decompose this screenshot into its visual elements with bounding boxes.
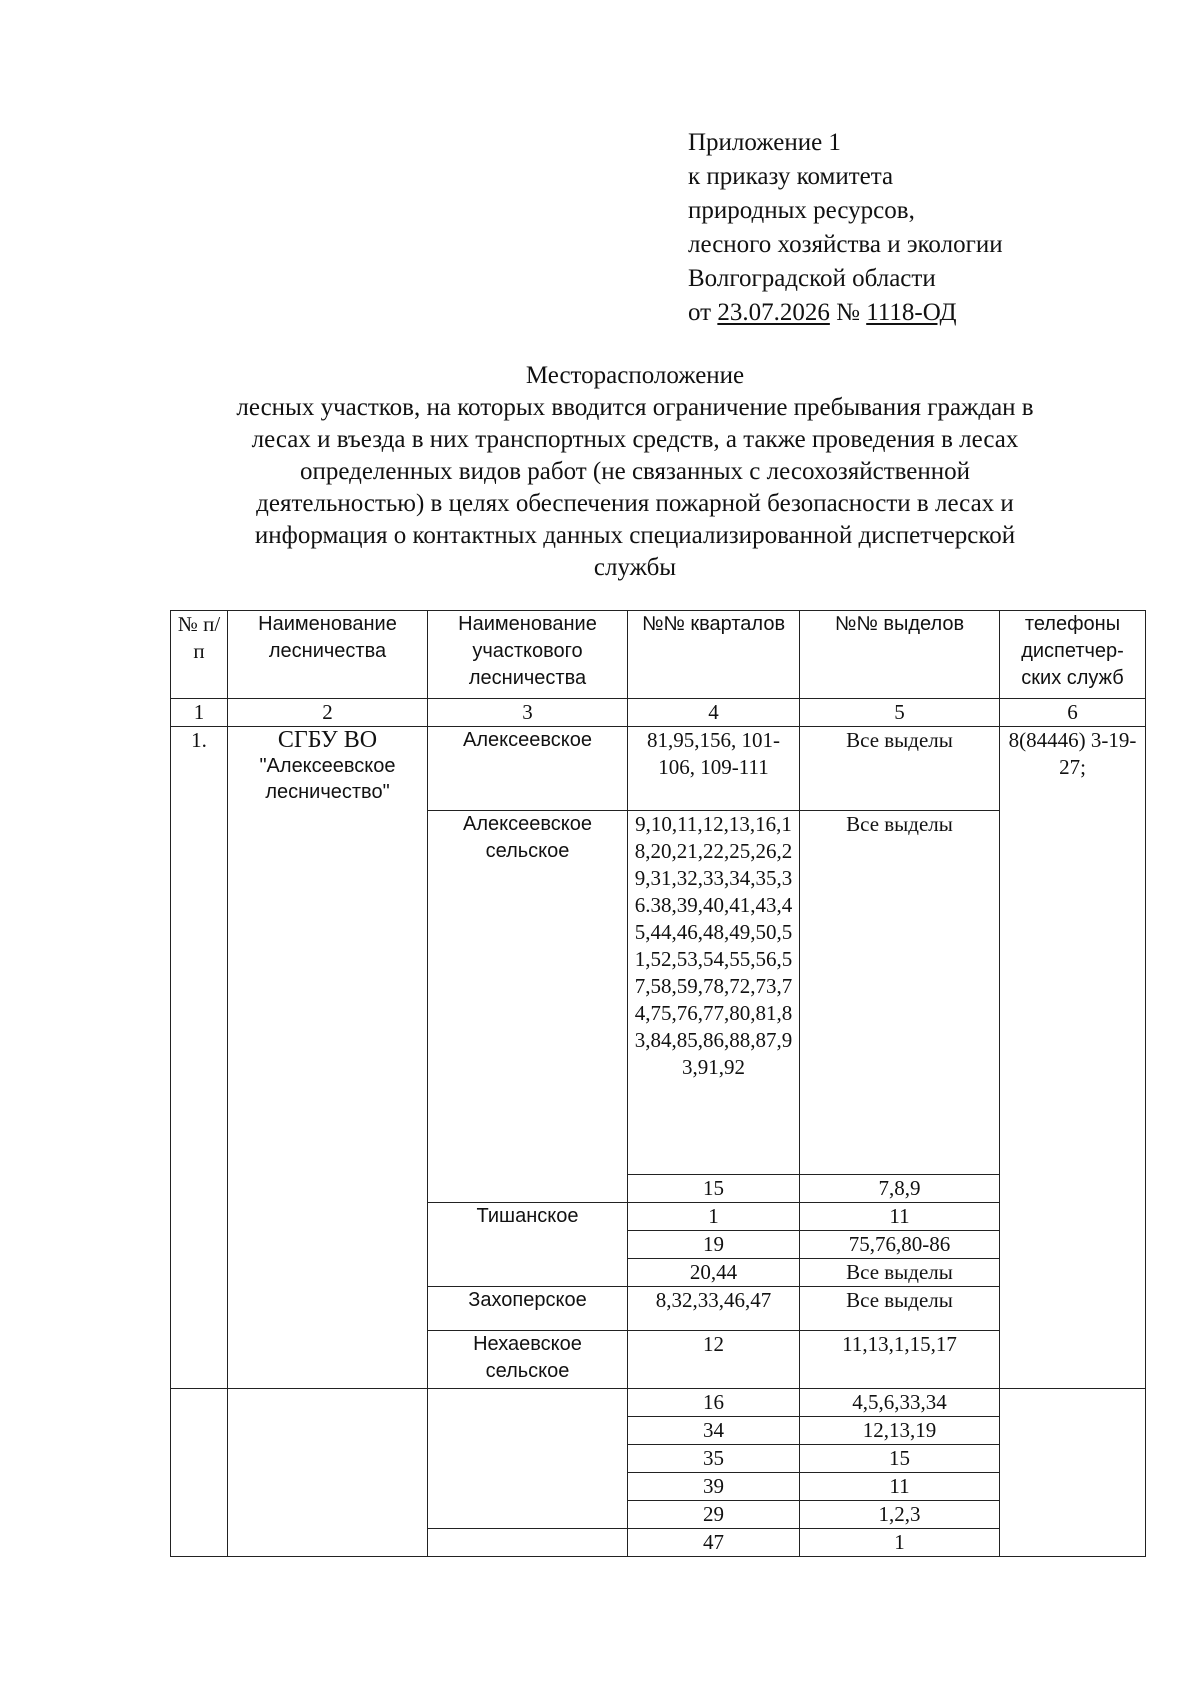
vydely-cell: 7,8,9 bbox=[800, 1175, 1000, 1203]
order-number: 1118-ОД bbox=[866, 299, 957, 326]
title-line: информация о контактных данных специализированной диспетчерской bbox=[254, 522, 1016, 549]
column-number: 1 bbox=[171, 699, 228, 727]
column-number: 4 bbox=[628, 699, 800, 727]
forestry-name: "Алексеевское лесничество" bbox=[259, 755, 396, 803]
subforestry-name: Алексеевское bbox=[428, 727, 628, 811]
subforestry-name bbox=[428, 1529, 628, 1557]
date-prefix: от bbox=[688, 299, 718, 326]
subforestry-name: Нехаевское сельское bbox=[428, 1331, 628, 1389]
appendix-line: к приказу комитета bbox=[688, 163, 894, 190]
subforestry-name: Алексеевское сельское bbox=[428, 811, 628, 1203]
kvartaly-cell: 34 bbox=[628, 1417, 800, 1445]
forestry-name-cell bbox=[228, 1389, 428, 1557]
appendix-line: лесного хозяйства и экологии bbox=[688, 231, 1003, 258]
kvartaly-cell: 15 bbox=[628, 1175, 800, 1203]
header-cell: Наименование участкового лесничества bbox=[428, 611, 628, 699]
title-line: лесах и въезда в них транспортных средств, а также проведения в лесах bbox=[251, 426, 1019, 453]
vydely-cell: 11,13,1,15,17 bbox=[800, 1331, 1000, 1389]
title-line: лесных участков, на которых вводится ограничение пребывания граждан в bbox=[236, 394, 1034, 421]
subforestry-name bbox=[428, 1389, 628, 1529]
vydely-cell: 11 bbox=[800, 1473, 1000, 1501]
subforestry-name: Тишанское bbox=[428, 1203, 628, 1287]
row-number: 1. bbox=[171, 727, 228, 1389]
kvartaly-cell: 9,10,11,12,13,16,18,20,21,22,25,26,29,31,32,33,34,35,36.38,39,40,41,43,45,44,46,48,49,50,51,52,53,54,55,56,57,58,59,78,72,73,74,75,76,77,80,81,83,84,85,86,88,87,93,91,92 bbox=[628, 811, 800, 1175]
phone-cell bbox=[1000, 1389, 1146, 1557]
appendix-block bbox=[688, 126, 1003, 330]
vydely-cell: 12,13,19 bbox=[800, 1417, 1000, 1445]
kvartaly-cell: 8,32,33,46,47 bbox=[628, 1287, 800, 1331]
appendix-line: Приложение 1 bbox=[688, 129, 841, 156]
header-cell: №№ кварталов bbox=[628, 611, 800, 699]
vydely-cell: 1 bbox=[800, 1529, 1000, 1557]
kvartaly-cell: 1 bbox=[628, 1203, 800, 1231]
order-date: 23.07.2026 bbox=[717, 299, 830, 326]
kvartaly-cell: 16 bbox=[628, 1389, 800, 1417]
vydely-cell: 75,76,80-86 bbox=[800, 1231, 1000, 1259]
vydely-cell: Все выделы bbox=[800, 811, 1000, 1175]
forestry-name-cell bbox=[228, 727, 428, 1389]
column-number: 2 bbox=[228, 699, 428, 727]
document-title bbox=[160, 360, 1110, 584]
title-line: определенных видов работ (не связанных с лесохозяйственной bbox=[299, 458, 971, 485]
title-line: Месторасположение bbox=[525, 362, 745, 389]
title-line: службы bbox=[593, 554, 677, 581]
kvartaly-cell: 47 bbox=[628, 1529, 800, 1557]
subforestry-name: Захоперское bbox=[428, 1287, 628, 1331]
column-number: 3 bbox=[428, 699, 628, 727]
kvartaly-cell: 19 bbox=[628, 1231, 800, 1259]
number-prefix: № bbox=[829, 299, 867, 326]
table-row bbox=[171, 1389, 1146, 1417]
header-cell: №№ выделов bbox=[800, 611, 1000, 699]
kvartaly-cell: 12 bbox=[628, 1331, 800, 1389]
phone-cell: 8(84446) 3-19-27; bbox=[1000, 727, 1146, 1389]
column-number-row bbox=[171, 699, 1146, 727]
table-row bbox=[171, 727, 1146, 811]
column-number: 5 bbox=[800, 699, 1000, 727]
header-cell: № п/п bbox=[171, 611, 228, 699]
row-number bbox=[171, 1389, 228, 1557]
column-number: 6 bbox=[1000, 699, 1146, 727]
vydely-cell: 15 bbox=[800, 1445, 1000, 1473]
title-line: деятельностью) в целях обеспечения пожарной безопасности в лесах и bbox=[256, 490, 1014, 517]
kvartaly-cell: 39 bbox=[628, 1473, 800, 1501]
locations-table bbox=[170, 610, 1146, 1557]
kvartaly-cell: 29 bbox=[628, 1501, 800, 1529]
appendix-line: природных ресурсов, bbox=[688, 197, 915, 224]
kvartaly-cell: 35 bbox=[628, 1445, 800, 1473]
vydely-cell: 11 bbox=[800, 1203, 1000, 1231]
vydely-cell: 1,2,3 bbox=[800, 1501, 1000, 1529]
header-row bbox=[171, 611, 1146, 699]
vydely-cell: Все выделы bbox=[800, 1287, 1000, 1331]
appendix-line: Волгоградской области bbox=[688, 265, 936, 292]
forestry-org: СГБУ ВО bbox=[277, 727, 378, 753]
vydely-cell: 4,5,6,33,34 bbox=[800, 1389, 1000, 1417]
vydely-cell: Все выделы bbox=[800, 1259, 1000, 1287]
header-cell: Наименование лесничества bbox=[228, 611, 428, 699]
kvartaly-cell: 20,44 bbox=[628, 1259, 800, 1287]
header-cell: телефоны диспетчер-ских служб bbox=[1000, 611, 1146, 699]
vydely-cell: Все выделы bbox=[800, 727, 1000, 811]
kvartaly-cell: 81,95,156, 101-106, 109-111 bbox=[628, 727, 800, 811]
appendix-date-line bbox=[688, 296, 1003, 330]
